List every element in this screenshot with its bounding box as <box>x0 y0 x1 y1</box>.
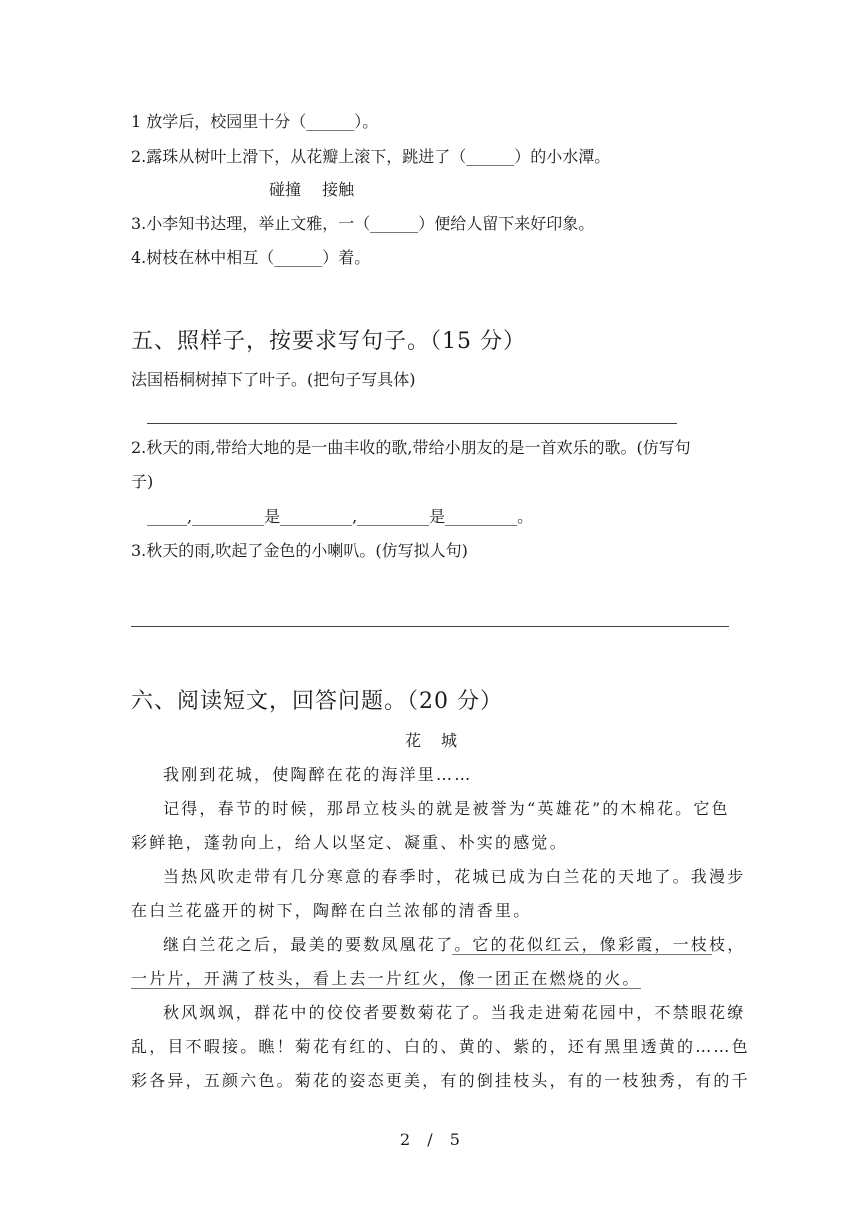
question-5-2-template: _____,_________是_________,_________是_________。 <box>147 507 534 526</box>
passage-line: 彩鲜艳，蓬勃向上，给人以坚定、凝重、朴实的感觉。 <box>131 833 568 852</box>
question-5-2-line1: 2.秋天的雨,带给大地的是一曲丰收的歌,带给小朋友的是一首欢乐的歌。(仿写句 <box>131 438 691 457</box>
page-number: 2 / 5 <box>400 1130 466 1149</box>
word-options: 碰撞 接触 <box>269 180 355 199</box>
passage-line: 秋风飒飒，群花中的佼佼者要数菊花了。当我走进菊花园中，不禁眼花缭 <box>163 1003 746 1022</box>
passage-line: 彩各异，五颜六色。菊花的姿态更美，有的倒挂枝头，有的一枝独秀，有的千 <box>131 1071 750 1090</box>
passage-line: 乱，目不暇接。瞧！菊花有红的、白的、黄的、紫的，还有黑里透黄的……色 <box>131 1037 750 1056</box>
passage-line: 我刚到花城，使陶醉在花的海洋里…… <box>163 765 473 784</box>
passage-line: 记得，春节的时候，那昂立枝头的就是被誉为“英雄花”的木棉花。它色 <box>163 799 730 818</box>
section-5-heading: 五、照样子，按要求写句子。（15 分） <box>131 329 526 354</box>
underline-mark <box>131 988 641 989</box>
question-5-2-line2: 子) <box>131 472 154 491</box>
passage-title: 花 城 <box>405 731 460 750</box>
answer-line-5-3 <box>131 626 729 627</box>
question-4-2: 2.露珠从树叶上滑下，从花瓣上滚下，跳进了（______）的小水潭。 <box>131 147 611 166</box>
question-4-3: 3.小李知书达理，举止文雅，一（______）便给人留下来好印象。 <box>131 214 595 233</box>
question-4-1: 1 放学后，校园里十分（______）。 <box>131 112 379 131</box>
passage-line: 一片片，开满了枝头，看上去一片红火，像一团正在燃烧的火。 <box>131 969 641 988</box>
passage-line: 在白兰花盛开的树下，陶醉在白兰浓郁的清香里。 <box>131 901 532 920</box>
passage-line: 继白兰花之后，最美的要数凤凰花了。它的花似红云，像彩霞，一枝枝， <box>163 935 746 954</box>
answer-line-5-1 <box>147 423 677 424</box>
underline-mark <box>452 954 712 955</box>
section-6-heading: 六、阅读短文，回答问题。（20 分） <box>131 689 503 714</box>
question-5-1: 法国梧桐树掉下了叶子。(把句子写具体) <box>131 370 416 389</box>
question-5-3: 3.秋天的雨,吹起了金色的小喇叭。(仿写拟人句) <box>131 541 468 560</box>
question-4-4: 4.树枝在林中相互（______）着。 <box>131 248 371 267</box>
passage-line: 当热风吹走带有几分寒意的春季时，花城已成为白兰花的天地了。我漫步 <box>163 867 746 886</box>
